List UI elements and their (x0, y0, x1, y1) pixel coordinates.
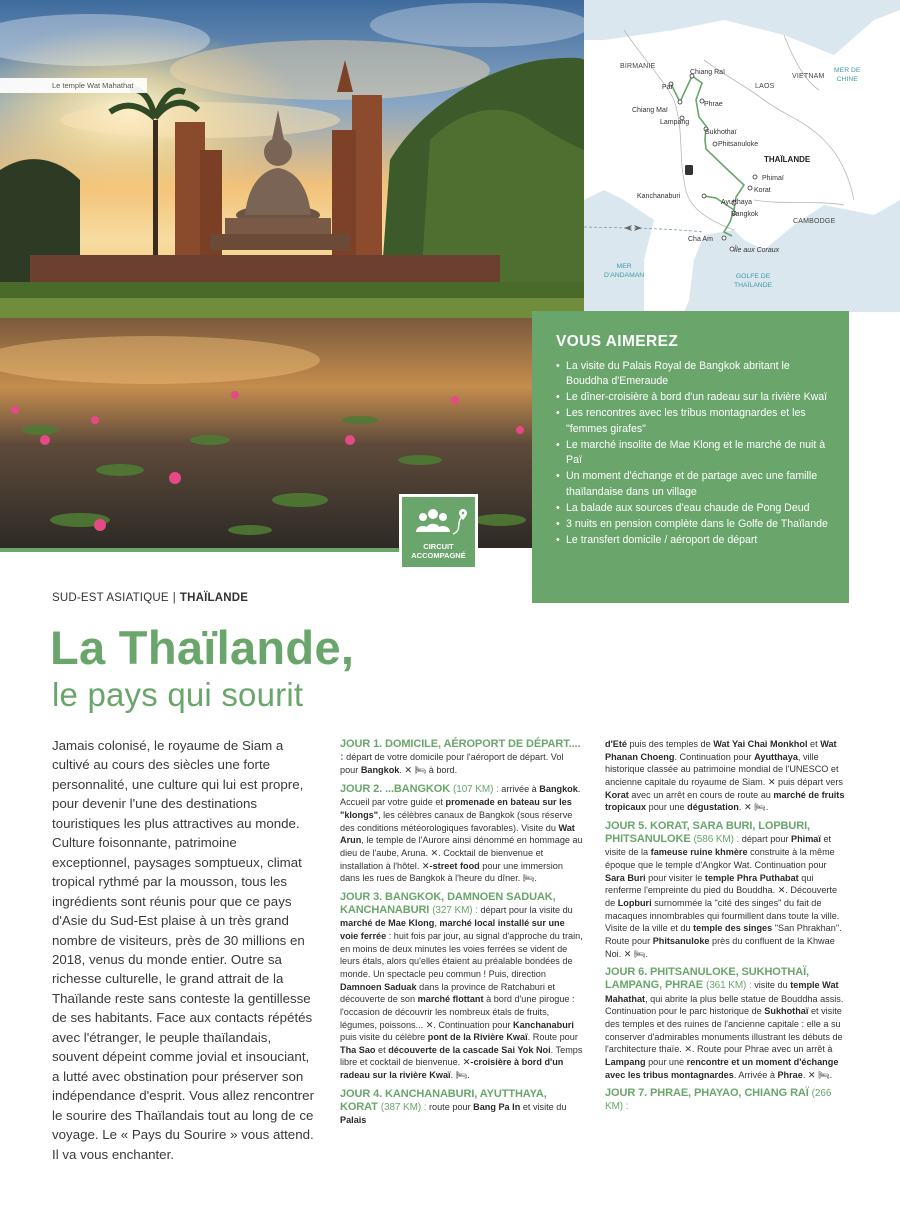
badge-label (403, 543, 474, 560)
highlight-item: • Le transfert domicile / aéroport de départ (556, 533, 831, 548)
day-distance: (327 KM) : (432, 905, 478, 917)
map-city-chiang-mai: Chiang Maï (632, 107, 668, 114)
day-description: départ pour Phimaï et visite de la fameuse ruine khmère construite à la même époque que le temple d'Angkor Wat. Continuation pour Sara Buri pour visiter le temple Phra Puthabat qui renferme l'empreinte du pied du Bouddha. ✕. Découverte de Lopburi surnommée la "cité des singes" du fait de macaques innombrables qui fourmillent dans toute la ville. Visite de la ville et du temple des singes "San Phrakhan". Route pour Phitsanuloke près du confluent de la Khwae Noi. ✕ 🛏. (605, 834, 842, 959)
highlight-item: • Un moment d'échange et de partage avec une famille thaïlandaise dans un village (556, 469, 831, 500)
train-icon (685, 165, 693, 175)
day-description: route pour Bang Pa In et visite du Palais (340, 1102, 567, 1126)
itinerary-day (605, 820, 848, 960)
day-distance: (266 KM) : (605, 1088, 832, 1113)
map-city-cha-am: Cha Am (688, 236, 713, 243)
itinerary-day (340, 891, 583, 1082)
highlights-box (532, 311, 849, 603)
map-city-phrae: Phrae (704, 101, 723, 108)
highlight-item: • Le dîner-croisière à bord d'un radeau sur la rivière Kwaï (556, 390, 831, 405)
day-distance: (387 KM) : (380, 1102, 427, 1113)
itinerary-column-1 (340, 738, 583, 1133)
day-distance: (586 KM) : (693, 834, 740, 846)
route-map (584, 0, 900, 312)
itinerary-column-2 (605, 738, 848, 1120)
map-city-lampang: Lampang (660, 119, 690, 126)
day-description: visite du temple Wat Mahathat, qui abrite la plus belle statue de Bouddha assis. Continuation pour le parc historique de Sukhothaï et visite des temples et des ruines de l'ancienne capitale : elle a su conserver d'admirables monuments illustrant les débuts de l'architecture thaïe. ✕. Route pour Phrae avec un arrêt à Lampang pour une rencontre et un moment d'échange avec les tribus montagnardes. Arrivée à Phrae. ✕ 🛏. (605, 980, 844, 1080)
itinerary-day (340, 783, 583, 885)
breadcrumb (52, 592, 248, 604)
map-city-bangkok: Bangkok (731, 211, 759, 218)
highlight-item: • La balade aux sources d'eau chaude de Pong Deud (556, 501, 831, 516)
itinerary-day (605, 738, 848, 814)
day-description: départ pour la visite du marché de Mae Klong, marché local installé sur une voie ferrée : huit fois par jour, au signal d'approche du train, en moins de deux minutes les voies ferrées se vident de leurs étals, alors qu'elles étaient au préalable bondées de monde. Un spectacle peu commun ! Puis, direction Damnoen Saduak dans la province de Ratchaburi et découverte de son marché flottant à bord d'une pirogue : l'occasion de découvrir les nombreux étals de fruits, légumes, poissons... ✕. Continuation pour Kanchanaburi puis visite du célèbre pont de la Rivière Kwaï. Route pour Tha Sao et découverte de la cascade Sai Yok Noi. Temps libre et cocktail de bienvenue. ✕-croisière à bord d'un radeau sur la rivière Kwaï. 🛏. (340, 905, 583, 1081)
highlight-item: • 3 nuits en pension complète dans le Golfe de Thaïlande (556, 517, 831, 532)
badge-line2: ACCOMPAGNÉ (411, 550, 466, 560)
breadcrumb-separator: | (172, 592, 176, 604)
group-people-icon (403, 500, 476, 544)
map-country-birmanie: BIRMANIE (620, 63, 656, 70)
day-distance: (107 KM) : (453, 784, 499, 796)
green-divider (0, 548, 399, 552)
map-city-pai: Paï (662, 84, 673, 91)
highlight-item: • La visite du Palais Royal de Bangkok abritant le Bouddha d'Emeraude (556, 359, 831, 390)
map-country-cambodge: CAMBODGE (793, 218, 836, 225)
map-country-vietnam: VIETNAM (792, 73, 825, 80)
highlights-title: VOUS AIMEREZ (556, 333, 679, 350)
map-city-ayutthaya: Ayutthaya (721, 199, 753, 206)
map-sea-andaman: MER D'ANDAMAN (604, 263, 645, 279)
map-city-phimai: Phimaï (762, 175, 784, 182)
day-heading: JOUR 2. ...BANGKOK (107 KM) : (340, 783, 499, 796)
day-description: départ de votre domicile pour l'aéroport de départ. Vol pour Bangkok. ✕ 🛏 à bord. (340, 752, 564, 776)
map-sea-chine: MER DE CHINE (834, 67, 861, 83)
map-city-sukhothai: Sukhothaï (705, 129, 737, 136)
day-heading: JOUR 7. PHRAE, PHAYAO, CHIANG RAÏ (266 KM) : (605, 1087, 832, 1113)
intro-paragraph: Jamais colonisé, le royaume de Siam a cultivé au cours des siècles une forte personnalité, une culture qui lui est propre, pour devenir l'une des destinations touristiques les plus attractives au monde. Culture foisonnante, patrimoine exceptionnel, paysages somptueux, climat tropical rythmé par la mousson, tous les ingrédients sont réunis pour que ce pays d'Asie du Sud-Est plaise à un très grand nombre de visiteurs, près de 30 millions en 2018, venus du monde entier. Outre sa richesse culturelle, le grand attrait de la Thaïlande reste sans conteste la gentillesse de ses habitants. Face aux contacts répétés avec l'étranger, le peuple thaïlandais, souvent dépeint comme jovial et insouciant, a lutté avec obstination pour préserver son indépendance d'esprit. Vous allez rencontrer le sourire des Thaïlandais tout au long de ce voyage. Le « Pays du Sourire » vous attend. Il va vous enchanter. (52, 738, 314, 1162)
day-heading: JOUR 5. KORAT, SARA BURI, LOPBURI, PHITSANULOKE (586 KM) : (605, 819, 811, 846)
itinerary-day (605, 1087, 848, 1113)
map-city-korat: Korat (754, 187, 771, 194)
breadcrumb-region: SUD-EST ASIATIQUE (52, 592, 169, 604)
highlights-list (556, 359, 831, 548)
day-heading: JOUR 1. DOMICILE, AÉROPORT DE DÉPART.... : (340, 738, 581, 764)
highlight-item: • Les rencontres avec les tribus montagnardes et les "femmes girafes" (556, 406, 831, 437)
day-heading: JOUR 6. PHITSANULOKE, SUKHOTHAÏ, LAMPANG, PHRAE (361 KM) : (605, 966, 809, 992)
breadcrumb-country: THAÏLANDE (179, 592, 249, 604)
map-city-ile-aux-coraux: Île aux Coraux (734, 247, 780, 254)
map-city-phitsanuloke: Phitsanuloke (718, 141, 759, 148)
map-city-kanchanaburi: Kanchanaburi (637, 193, 681, 200)
map-country-thailande: THAÏLANDE (764, 155, 811, 164)
photo-caption: Le temple Wat Mahathat (0, 78, 147, 93)
day-description: d'Eté puis des temples de Wat Yai Chai Monkhol et Wat Phanan Choeng. Continuation pour Ayutthaya, ville historique classée au patrimoine mondial de l'UNESCO et ancienne capitale du royaume de Siam. ✕ puis départ vers Korat avec un arrêt en cours de route au marché de fruits tropicaux pour une dégustation. ✕ 🛏. (605, 739, 845, 813)
day-heading: JOUR 3. BANGKOK, DAMNOEN SADUAK, KANCHANABURI (327 KM) : (340, 890, 556, 917)
day-distance: (361 KM) : (705, 980, 752, 992)
badge-line1: CIRCUIT (423, 542, 454, 551)
itinerary-day (340, 1088, 583, 1127)
day-heading: JOUR 4. KANCHANABURI, AYUTTHAYA, KORAT (387 KM) : (340, 1087, 547, 1113)
page-subtitle: le pays qui sourit (52, 676, 304, 713)
highlight-item: • Le marché insolite de Mae Klong et le marché de nuit à Paï (556, 438, 831, 469)
map-city-chiang-rai: Chiang Raï (690, 69, 726, 76)
day-description: arrivée à Bangkok. Accueil par votre guide et promenade en bateau sur les "klongs", les célèbres canaux de Bangkok (sous réserve des conditions météorologiques favorables). Visite du Wat Arun, le temple de l'Aurore ainsi dénommé en hommage au dieu de l'aube, Aruna. ✕. Cocktail de bienvenue et installation à l'hôtel. ✕-street food pour une immersion dans les rues de Bangkok à l'heure du dîner. 🛏. (340, 784, 583, 884)
circuit-accompagne-badge (399, 494, 478, 570)
itinerary-day (605, 966, 848, 1081)
itinerary-day (340, 738, 583, 777)
map-sea-golfe: GOLFE DE THAÏLANDE (734, 273, 773, 289)
map-country-laos: LAOS (755, 83, 775, 90)
page-title: La Thaïlande, (50, 621, 355, 674)
